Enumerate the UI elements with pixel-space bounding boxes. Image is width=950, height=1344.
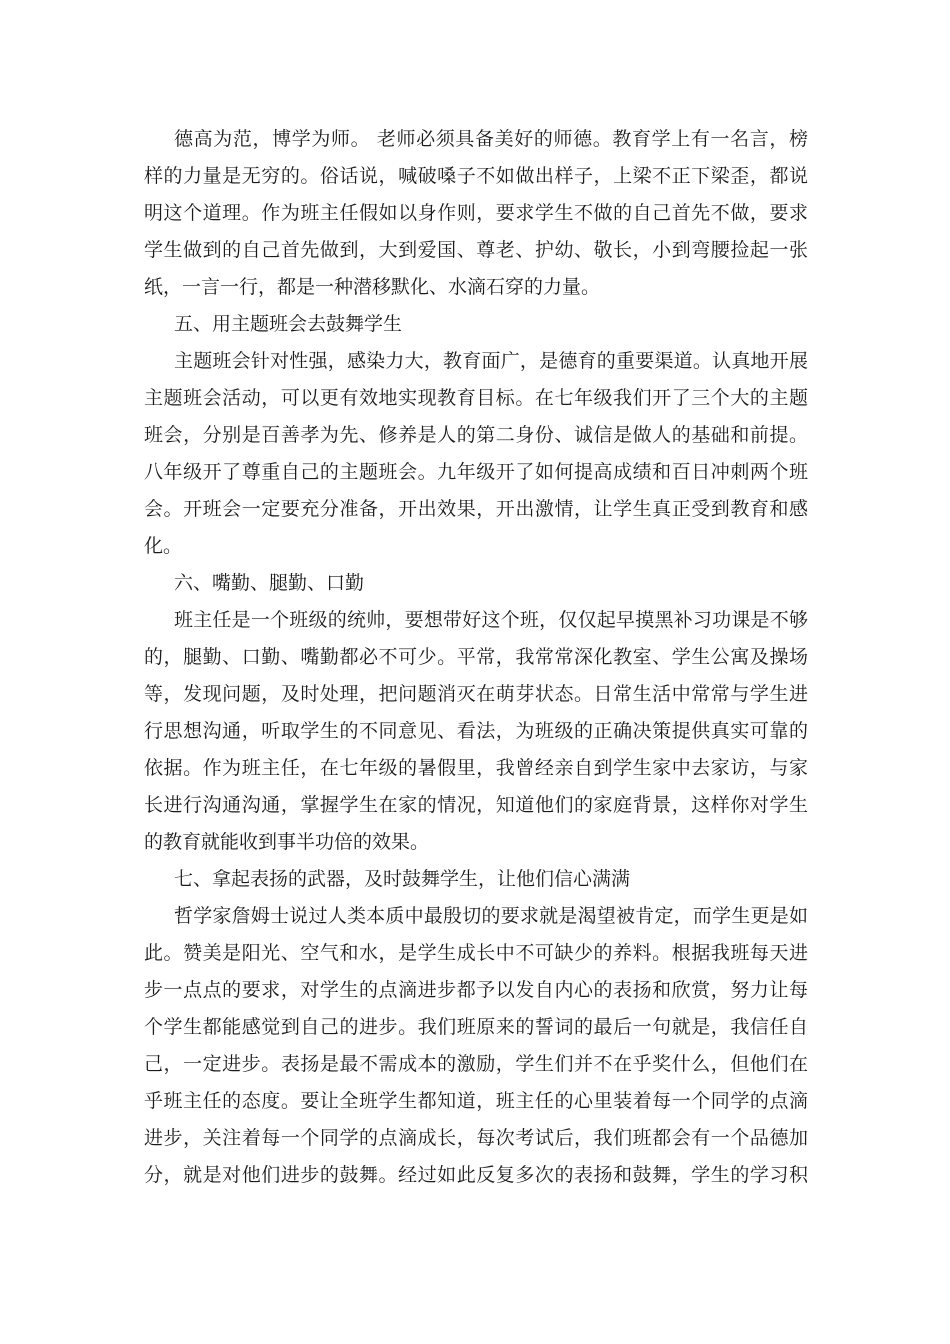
- text-line: 的教育就能收到事半功倍的效果。: [144, 831, 430, 853]
- text-line: 依据。作为班主任，在七年级的暑假里，我曾经亲自到学生家中去家访，与家: [144, 757, 808, 779]
- text-line: 进步，关注着每一个同学的点滴成长，每次考试后，我们班都会有一个品德加: [144, 1127, 808, 1149]
- text-line: 长进行沟通沟通，掌握学生在家的情况，知道他们的家庭背景，这样你对学生: [144, 794, 808, 816]
- document-page: [144, 121, 808, 1194]
- text-line: 五、用主题班会去鼓舞学生: [174, 313, 403, 335]
- text-line: 此。赞美是阳光、空气和水，是学生成长中不可缺少的养料。根据我班每天进: [144, 942, 808, 964]
- text-line: 德高为范，博学为师。 老师必须具备美好的师德。教育学上有一名言，榜: [174, 128, 808, 150]
- text-line: 步一点点的要求，对学生的点滴进步都予以发自内心的表扬和欣赏，努力让每: [144, 979, 808, 1001]
- text-line: 个学生都能感觉到自己的进步。我们班原来的誓词的最后一句就是，我信任自: [144, 1016, 808, 1038]
- text-line: 行思想沟通，听取学生的不同意见、看法，为班级的正确决策提供真实可靠的: [144, 720, 808, 742]
- text-line: 会。开班会一定要充分准备，开出效果，开出激情，让学生真正受到教育和感: [144, 498, 808, 520]
- text-line: 分，就是对他们进步的鼓舞。经过如此反复多次的表扬和鼓舞，学生的学习积: [144, 1164, 808, 1186]
- text-line: 乎班主任的态度。要让全班学生都知道，班主任的心里装着每一个同学的点滴: [144, 1090, 808, 1112]
- text-line: 学生做到的自己首先做到，大到爱国、尊老、护幼、敬长，小到弯腰捡起一张: [144, 239, 808, 261]
- text-line: 的，腿勤、口勤、嘴勤都必不可少。平常，我常常深化教室、学生公寓及操场: [144, 646, 808, 668]
- text-line: 等，发现问题，及时处理，把问题消灭在萌芽状态。日常生活中常常与学生进: [144, 683, 808, 705]
- text-line: 主题班会活动，可以更有效地实现教育目标。在七年级我们开了三个大的主题: [144, 387, 808, 409]
- text-line: 班主任是一个班级的统帅，要想带好这个班，仅仅起早摸黑补习功课是不够: [174, 609, 808, 631]
- text-line: 主题班会针对性强，感染力大，教育面广，是德育的重要渠道。认真地开展: [174, 350, 808, 372]
- text-line: 班会，分别是百善孝为先、修养是人的第二身份、诚信是做人的基础和前提。: [144, 424, 808, 446]
- text-line: 哲学家詹姆士说过人类本质中最殷切的要求就是渴望被肯定，而学生更是如: [174, 905, 808, 927]
- text-line: 明这个道理。作为班主任假如以身作则，要求学生不做的自己首先不做，要求: [144, 202, 808, 224]
- text-line: 化。: [144, 535, 183, 557]
- text-line: 纸，一言一行，都是一种潜移默化、水滴石穿的力量。: [144, 276, 601, 298]
- text-line: 七、拿起表扬的武器，及时鼓舞学生，让他们信心满满: [174, 868, 631, 890]
- text-line: 八年级开了尊重自己的主题班会。九年级开了如何提高成绩和百日冲刺两个班: [144, 461, 808, 483]
- text-line: 己，一定进步。表扬是最不需成本的激励，学生们并不在乎奖什么，但他们在: [144, 1053, 808, 1075]
- text-line: 六、嘴勤、腿勤、口勤: [174, 572, 365, 594]
- text-line: 样的力量是无穷的。俗话说，喊破嗓子不如做出样子，上梁不正下梁歪，都说: [144, 165, 808, 187]
